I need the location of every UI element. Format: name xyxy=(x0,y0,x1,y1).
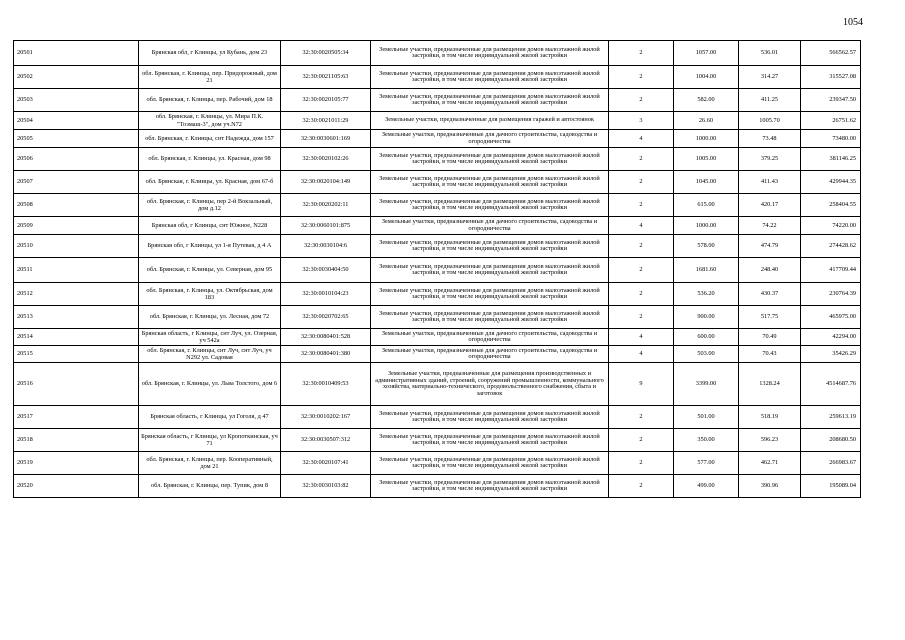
purpose-group-cell: 2 xyxy=(609,306,674,329)
cadastral-number-cell: 32:30:0030404:50 xyxy=(281,258,371,283)
purpose-group-cell: 2 xyxy=(609,258,674,283)
table-row xyxy=(14,148,861,171)
table-row xyxy=(14,306,861,329)
table-row xyxy=(14,363,861,406)
specific-value-cell: 517.75 xyxy=(739,306,801,329)
address-cell: обл. Брянская, г. Клинцы, ул. Льва Толстого, дом 6 xyxy=(139,363,281,406)
table-row xyxy=(14,217,861,235)
purpose-group-cell: 2 xyxy=(609,89,674,112)
row-number: 20501 xyxy=(14,41,139,66)
area-cell: 536.20 xyxy=(674,283,739,306)
area-cell: 600.00 xyxy=(674,329,739,346)
specific-value-cell: 411.43 xyxy=(739,171,801,194)
area-cell: 900.00 xyxy=(674,306,739,329)
cadastral-number-cell: 32:30:0020107:41 xyxy=(281,452,371,475)
cadastral-value-cell: 429944.35 xyxy=(801,171,861,194)
address-cell: обл. Брянская, г. Клинцы, пер. Придорожный, дом 21 xyxy=(139,66,281,89)
cadastral-number-cell: 32:30:0020202:11 xyxy=(281,194,371,217)
area-cell: 499.00 xyxy=(674,475,739,498)
specific-value-cell: 1328.24 xyxy=(739,363,801,406)
cadastral-value-cell: 73480.00 xyxy=(801,130,861,148)
specific-value-cell: 73.48 xyxy=(739,130,801,148)
area-cell: 1000.00 xyxy=(674,130,739,148)
cadastral-value-cell: 417709.44 xyxy=(801,258,861,283)
address-cell: обл. Брянская, г. Клинцы, снт Луч, снт Луч, уч N292 ул. Садовая xyxy=(139,346,281,363)
table-row xyxy=(14,171,861,194)
purpose-group-cell: 4 xyxy=(609,346,674,363)
purpose-group-cell: 2 xyxy=(609,194,674,217)
row-number: 20519 xyxy=(14,452,139,475)
land-purpose-cell: Земельные участки, предназначенные для дачного строительства, садоводства и огородничества xyxy=(371,346,609,363)
land-purpose-cell: Земельные участки, предназначенные для дачного строительства, садоводства и огородничества xyxy=(371,329,609,346)
purpose-group-cell: 2 xyxy=(609,283,674,306)
purpose-group-cell: 2 xyxy=(609,452,674,475)
row-number: 20513 xyxy=(14,306,139,329)
cadastral-value-cell: 26751.62 xyxy=(801,112,861,130)
specific-value-cell: 379.25 xyxy=(739,148,801,171)
table-row xyxy=(14,452,861,475)
table-row xyxy=(14,89,861,112)
land-purpose-cell: Земельные участки, предназначенные для размещения домов малоэтажной жилой застройки, в том числе индивидуальной жилой застройки xyxy=(371,258,609,283)
address-cell: Брянская область, г Клинцы, ул Гоголя, д 47 xyxy=(139,406,281,429)
land-purpose-cell: Земельные участки, предназначенные для размещения домов малоэтажной жилой застройки, в том числе индивидуальной жилой застройки xyxy=(371,306,609,329)
address-cell: обл. Брянская, г. Клинцы, пер. Тупик, дом 8 xyxy=(139,475,281,498)
cadastral-number-cell: 32:30:0020105:77 xyxy=(281,89,371,112)
row-number: 20504 xyxy=(14,112,139,130)
table-row xyxy=(14,406,861,429)
cadastral-value-cell: 195089.04 xyxy=(801,475,861,498)
address-cell: Брянская область, г Клинцы, ул Кропоткинская, уч 71 xyxy=(139,429,281,452)
row-number: 20505 xyxy=(14,130,139,148)
address-cell: обл. Брянская, г. Клинцы, пер. Рабочий, дом 18 xyxy=(139,89,281,112)
address-cell: обл. Брянская, г. Клинцы, ул. Красная, дом 98 xyxy=(139,148,281,171)
cadastral-value-cell: 74220.00 xyxy=(801,217,861,235)
area-cell: 3399.00 xyxy=(674,363,739,406)
row-number: 20520 xyxy=(14,475,139,498)
cadastral-number-cell: 32:30:0080401:528 xyxy=(281,329,371,346)
table-row xyxy=(14,130,861,148)
table-row xyxy=(14,346,861,363)
specific-value-cell: 518.19 xyxy=(739,406,801,429)
area-cell: 1045.00 xyxy=(674,171,739,194)
cadastral-value-cell: 381146.25 xyxy=(801,148,861,171)
address-cell: обл. Брянская, г. Клинцы, ул. Северная, дом 95 xyxy=(139,258,281,283)
purpose-group-cell: 3 xyxy=(609,112,674,130)
specific-value-cell: 596.23 xyxy=(739,429,801,452)
cadastral-number-cell: 32:30:0030104:6 xyxy=(281,235,371,258)
purpose-group-cell: 4 xyxy=(609,130,674,148)
area-cell: 582.00 xyxy=(674,89,739,112)
specific-value-cell: 70.43 xyxy=(739,346,801,363)
area-cell: 615.00 xyxy=(674,194,739,217)
row-number: 20517 xyxy=(14,406,139,429)
cadastral-number-cell: 32:30:0020702:65 xyxy=(281,306,371,329)
cadastral-number-cell: 32:30:0030507:312 xyxy=(281,429,371,452)
table-row xyxy=(14,66,861,89)
cadastral-value-cell: 239347.50 xyxy=(801,89,861,112)
cadastral-value-cell: 566562.57 xyxy=(801,41,861,66)
cadastral-value-cell: 266983.67 xyxy=(801,452,861,475)
cadastral-value-cell: 258404.55 xyxy=(801,194,861,217)
land-purpose-cell: Земельные участки, предназначенные для размещения домов малоэтажной жилой застройки, в том числе индивидуальной жилой застройки xyxy=(371,452,609,475)
land-purpose-cell: Земельные участки, предназначенные для размещения домов малоэтажной жилой застройки, в том числе индивидуальной жилой застройки xyxy=(371,171,609,194)
table-row xyxy=(14,41,861,66)
specific-value-cell: 462.71 xyxy=(739,452,801,475)
cadastral-number-cell: 32:30:0010409:53 xyxy=(281,363,371,406)
cadastral-value-cell: 230764.39 xyxy=(801,283,861,306)
area-cell: 1057.00 xyxy=(674,41,739,66)
address-cell: Брянская область, г Клинцы, снт Луч, ул. Озерная, уч 542а xyxy=(139,329,281,346)
cadastral-value-cell: 465975.00 xyxy=(801,306,861,329)
address-cell: обл. Брянская, г. Клинцы, ул. Мира П.К. "Тоэмаш-3", дом уч.N72 xyxy=(139,112,281,130)
land-purpose-cell: Земельные участки, предназначенные для размещения производственных и административных зданий, строений, сооружений промышленности, коммунального хозяйства, материально-технического, продовольственного снабжения, сбыта и заготовок xyxy=(371,363,609,406)
cadastral-number-cell: 32:30:0060101:875 xyxy=(281,217,371,235)
cadastral-value-cell: 315527.08 xyxy=(801,66,861,89)
area-cell: 1000.00 xyxy=(674,217,739,235)
row-number: 20509 xyxy=(14,217,139,235)
table-row xyxy=(14,283,861,306)
address-cell: обл. Брянская, г. Клинцы, пер. Кооперативный, дом 21 xyxy=(139,452,281,475)
area-cell: 26.60 xyxy=(674,112,739,130)
page-number: 1054 xyxy=(843,17,863,28)
purpose-group-cell: 9 xyxy=(609,363,674,406)
address-cell: обл. Брянская, г. Клинцы, ул. Лесная, дом 72 xyxy=(139,306,281,329)
specific-value-cell: 1005.70 xyxy=(739,112,801,130)
land-purpose-cell: Земельные участки, предназначенные для размещения домов малоэтажной жилой застройки, в том числе индивидуальной жилой застройки xyxy=(371,194,609,217)
specific-value-cell: 390.96 xyxy=(739,475,801,498)
table-row xyxy=(14,112,861,130)
row-number: 20507 xyxy=(14,171,139,194)
specific-value-cell: 411.25 xyxy=(739,89,801,112)
area-cell: 1004.00 xyxy=(674,66,739,89)
cadastral-value-cell: 208680.50 xyxy=(801,429,861,452)
purpose-group-cell: 2 xyxy=(609,171,674,194)
purpose-group-cell: 2 xyxy=(609,66,674,89)
cadastral-value-cell: 4514687.76 xyxy=(801,363,861,406)
row-number: 20508 xyxy=(14,194,139,217)
cadastral-value-cell: 259613.19 xyxy=(801,406,861,429)
cadastral-number-cell: 32:30:0080401:380 xyxy=(281,346,371,363)
land-purpose-cell: Земельные участки, предназначенные для размещения гаражей и автостоянок xyxy=(371,112,609,130)
address-cell: обл. Брянская, г. Клинцы, пер 2-й Вокзальный, дом д.12 xyxy=(139,194,281,217)
land-purpose-cell: Земельные участки, предназначенные для дачного строительства, садоводства и огородничества xyxy=(371,217,609,235)
row-number: 20502 xyxy=(14,66,139,89)
land-purpose-cell: Земельные участки, предназначенные для размещения домов малоэтажной жилой застройки, в том числе индивидуальной жилой застройки xyxy=(371,406,609,429)
specific-value-cell: 536.01 xyxy=(739,41,801,66)
land-purpose-cell: Земельные участки, предназначенные для размещения домов малоэтажной жилой застройки, в том числе индивидуальной жилой застройки xyxy=(371,429,609,452)
purpose-group-cell: 2 xyxy=(609,148,674,171)
cadastral-value-cell: 35426.29 xyxy=(801,346,861,363)
cadastral-number-cell: 32:30:0030601:169 xyxy=(281,130,371,148)
land-purpose-cell: Земельные участки, предназначенные для размещения домов малоэтажной жилой застройки, в том числе индивидуальной жилой застройки xyxy=(371,66,609,89)
row-number: 20503 xyxy=(14,89,139,112)
specific-value-cell: 314.27 xyxy=(739,66,801,89)
land-purpose-cell: Земельные участки, предназначенные для размещения домов малоэтажной жилой застройки, в том числе индивидуальной жилой застройки xyxy=(371,283,609,306)
cadastral-value-cell: 274428.62 xyxy=(801,235,861,258)
area-cell: 577.00 xyxy=(674,452,739,475)
address-cell: Брянская обл, г Клинцы, снт Южное, N228 xyxy=(139,217,281,235)
land-purpose-cell: Земельные участки, предназначенные для дачного строительства, садоводства и огородничества xyxy=(371,130,609,148)
area-cell: 1681.60 xyxy=(674,258,739,283)
cadastral-value-cell: 42294.00 xyxy=(801,329,861,346)
purpose-group-cell: 4 xyxy=(609,217,674,235)
table-row xyxy=(14,475,861,498)
area-cell: 1005.00 xyxy=(674,148,739,171)
land-purpose-cell: Земельные участки, предназначенные для размещения домов малоэтажной жилой застройки, в том числе индивидуальной жилой застройки xyxy=(371,148,609,171)
area-cell: 501.00 xyxy=(674,406,739,429)
specific-value-cell: 70.49 xyxy=(739,329,801,346)
row-number: 20506 xyxy=(14,148,139,171)
specific-value-cell: 420.17 xyxy=(739,194,801,217)
land-purpose-cell: Земельные участки, предназначенные для размещения домов малоэтажной жилой застройки, в том числе индивидуальной жилой застройки xyxy=(371,235,609,258)
cadastral-number-cell: 32:30:0020505:34 xyxy=(281,41,371,66)
cadastral-number-cell: 32:30:0021105:63 xyxy=(281,66,371,89)
row-number: 20510 xyxy=(14,235,139,258)
specific-value-cell: 474.79 xyxy=(739,235,801,258)
row-number: 20515 xyxy=(14,346,139,363)
area-cell: 578.00 xyxy=(674,235,739,258)
cadastral-number-cell: 32:30:0030103:82 xyxy=(281,475,371,498)
land-purpose-cell: Земельные участки, предназначенные для размещения домов малоэтажной жилой застройки, в том числе индивидуальной жилой застройки xyxy=(371,89,609,112)
address-cell: обл. Брянская, г. Клинцы, снт Надежда, дом 157 xyxy=(139,130,281,148)
row-number: 20511 xyxy=(14,258,139,283)
table-row xyxy=(14,194,861,217)
land-purpose-cell: Земельные участки, предназначенные для размещения домов малоэтажной жилой застройки, в том числе индивидуальной жилой застройки xyxy=(371,475,609,498)
land-purpose-cell: Земельные участки, предназначенные для размещения домов малоэтажной жилой застройки, в том числе индивидуальной жилой застройки xyxy=(371,41,609,66)
purpose-group-cell: 2 xyxy=(609,406,674,429)
address-cell: Брянская обл, г Клинцы, ул Кубань, дом 23 xyxy=(139,41,281,66)
table-body xyxy=(14,41,861,498)
cadastral-number-cell: 32:30:0020104:149 xyxy=(281,171,371,194)
address-cell: Брянская обл, г Клинцы, ул 1-я Путевая, д 4 А xyxy=(139,235,281,258)
row-number: 20512 xyxy=(14,283,139,306)
purpose-group-cell: 4 xyxy=(609,329,674,346)
table-row xyxy=(14,258,861,283)
row-number: 20514 xyxy=(14,329,139,346)
area-cell: 503.00 xyxy=(674,346,739,363)
cadastral-number-cell: 32:30:0021011:29 xyxy=(281,112,371,130)
specific-value-cell: 74.22 xyxy=(739,217,801,235)
specific-value-cell: 430.37 xyxy=(739,283,801,306)
specific-value-cell: 248.40 xyxy=(739,258,801,283)
table-row xyxy=(14,329,861,346)
table-row xyxy=(14,429,861,452)
table-row xyxy=(14,235,861,258)
row-number: 20518 xyxy=(14,429,139,452)
cadastral-number-cell: 32:30:0010104:23 xyxy=(281,283,371,306)
cadastral-value-table xyxy=(13,40,861,498)
address-cell: обл. Брянская, г. Клинцы, ул. Красная, дом 67-б xyxy=(139,171,281,194)
row-number: 20516 xyxy=(14,363,139,406)
cadastral-number-cell: 32:30:0010202:167 xyxy=(281,406,371,429)
purpose-group-cell: 2 xyxy=(609,429,674,452)
purpose-group-cell: 2 xyxy=(609,41,674,66)
address-cell: обл. Брянская, г. Клинцы, ул. Октябрьская, дом 183 xyxy=(139,283,281,306)
area-cell: 350.00 xyxy=(674,429,739,452)
cadastral-number-cell: 32:30:0020102:26 xyxy=(281,148,371,171)
purpose-group-cell: 2 xyxy=(609,235,674,258)
purpose-group-cell: 2 xyxy=(609,475,674,498)
